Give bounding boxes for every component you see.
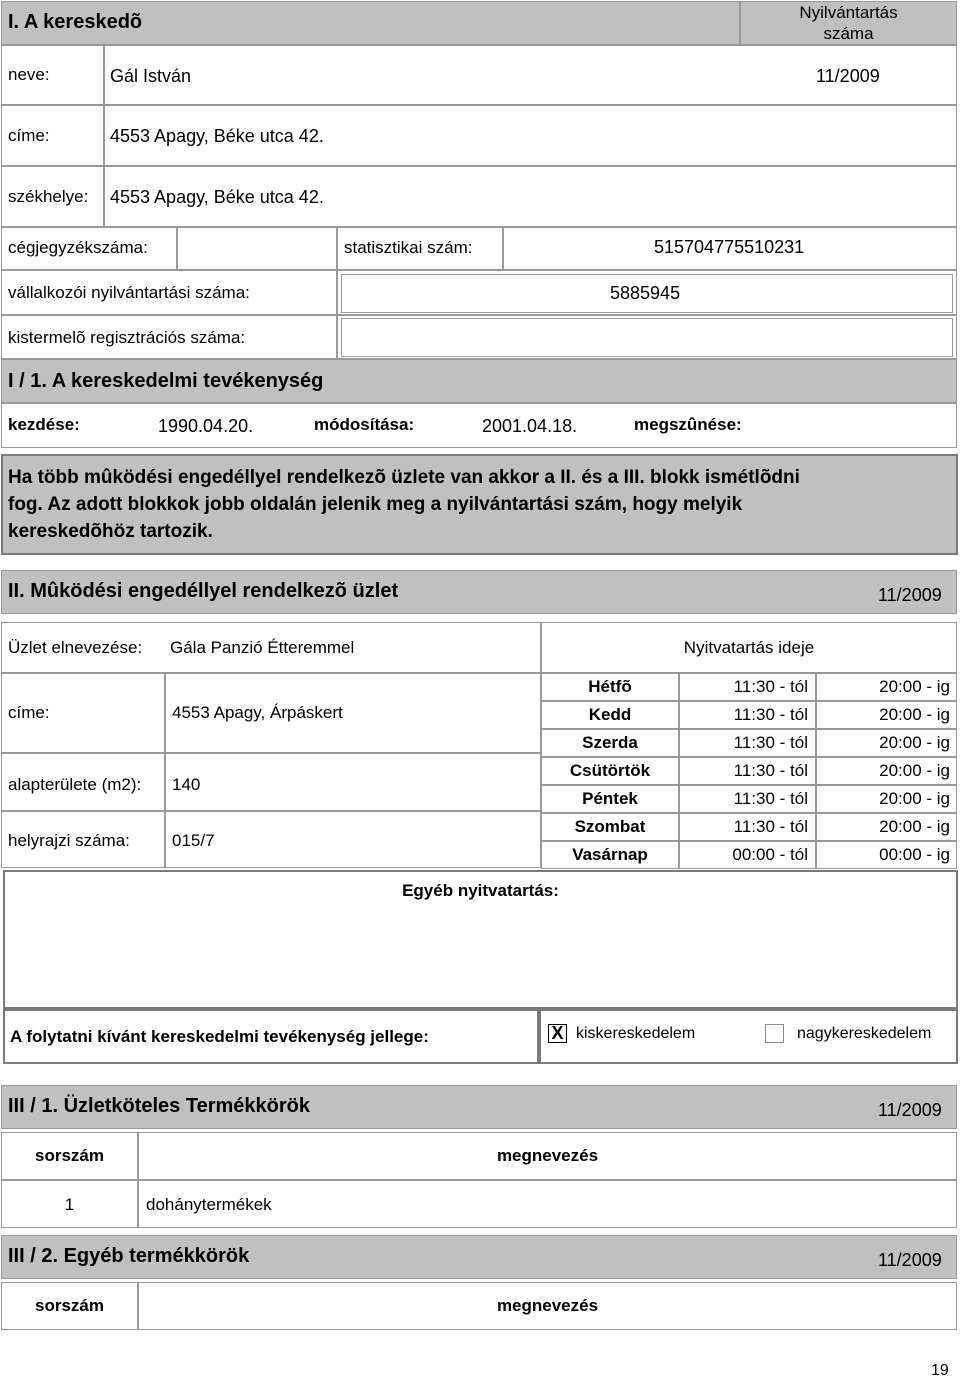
notice-line2: fog. Az adott blokkok jobb oldalán jelenik meg a nyilvántartási szám, hogy melyik bbox=[8, 494, 743, 515]
shop-name-value: Gála Panzió Étteremmel bbox=[170, 638, 355, 657]
seat-label: székhelye: bbox=[8, 187, 89, 206]
entrepreneur-label: vállalkozói nyilvántartási száma: bbox=[8, 283, 250, 302]
section3-2-title: III / 2. Egyéb termékkörök bbox=[8, 1245, 250, 1267]
col-name-header: megnevezés bbox=[496, 1296, 599, 1315]
end-label: megszûnése: bbox=[634, 415, 742, 434]
start-value: 1990.04.20. bbox=[158, 416, 254, 436]
area-value: 140 bbox=[172, 775, 201, 794]
reg-number-value: 11/2009 bbox=[816, 66, 880, 86]
reg-label-line2: száma bbox=[823, 24, 874, 43]
hours-to: 20:00 - ig bbox=[879, 677, 950, 696]
hours-from: 11:30 - tól bbox=[733, 761, 808, 780]
section2-title: II. Mûködési engedéllyel rendelkezõ üzlet bbox=[8, 580, 399, 602]
address-label: címe: bbox=[8, 126, 50, 145]
hours-from: 11:30 - tól bbox=[733, 677, 808, 696]
col-no-header: sorszám bbox=[35, 1146, 104, 1165]
modified-value: 2001.04.18. bbox=[482, 416, 578, 436]
hours-day: Kedd bbox=[588, 705, 632, 724]
section2-reg-number: 11/2009 bbox=[878, 585, 942, 605]
hours-from: 00:00 - tól bbox=[732, 845, 808, 864]
col-name-header: megnevezés bbox=[496, 1146, 599, 1165]
hours-from: 11:30 - tól bbox=[733, 789, 808, 808]
stat-value: 515704775510231 bbox=[654, 237, 805, 257]
lot-value-cell bbox=[165, 811, 541, 868]
section1-title: I. A kereskedõ bbox=[8, 11, 143, 33]
lot-value: 015/7 bbox=[172, 831, 215, 850]
hours-to: 00:00 - ig bbox=[879, 845, 950, 864]
shop-name-label: Üzlet elnevezése: bbox=[8, 638, 143, 657]
smallholder-value-inner bbox=[341, 318, 953, 357]
section1-1-title: I / 1. A kereskedelmi tevékenység bbox=[8, 370, 324, 392]
start-label: kezdése: bbox=[8, 415, 80, 434]
area-label: alapterülete (m2): bbox=[8, 775, 142, 794]
hours-to: 20:00 - ig bbox=[879, 817, 950, 836]
entrepreneur-value: 5885945 bbox=[610, 283, 681, 303]
retail-label: kiskereskedelem bbox=[576, 1025, 696, 1042]
wholesale-label: nagykereskedelem bbox=[797, 1025, 932, 1042]
hours-day: Csütörtök bbox=[569, 761, 651, 780]
shop-address-value: 4553 Apagy, Árpáskert bbox=[172, 703, 343, 722]
hours-from: 11:30 - tól bbox=[733, 817, 808, 836]
section3-1-title: III / 1. Üzletköteles Termékkörök bbox=[8, 1095, 310, 1117]
name-label: neve: bbox=[8, 65, 50, 84]
hours-day: Szombat bbox=[574, 817, 646, 836]
area-value-cell bbox=[165, 753, 541, 811]
notice-line3: kereskedõhöz tartozik. bbox=[8, 521, 213, 542]
hours-to: 20:00 - ig bbox=[879, 789, 950, 808]
hours-to: 20:00 - ig bbox=[879, 761, 950, 780]
seat-value: 4553 Apagy, Béke utca 42. bbox=[110, 187, 324, 207]
section3-2-reg-number: 11/2009 bbox=[878, 1250, 942, 1270]
hours-from: 11:30 - tól bbox=[733, 733, 808, 752]
end-value-cell bbox=[758, 405, 955, 446]
hours-title: Nyitvatartás ideje bbox=[683, 638, 815, 657]
lot-label: helyrajzi száma: bbox=[8, 831, 130, 850]
other-hours-label: Egyéb nyitvatartás: bbox=[402, 881, 559, 900]
hours-from: 11:30 - tól bbox=[733, 705, 808, 724]
hours-day: Szerda bbox=[582, 733, 638, 752]
address-value: 4553 Apagy, Béke utca 42. bbox=[110, 126, 324, 146]
hours-to: 20:00 - ig bbox=[879, 733, 950, 752]
hours-day: Péntek bbox=[582, 789, 638, 808]
company-reg-value-cell bbox=[177, 227, 337, 270]
company-reg-label: cégjegyzékszáma: bbox=[8, 238, 148, 257]
name-value: Gál István bbox=[110, 66, 192, 86]
reg-label-line1: Nyilvántartás bbox=[799, 3, 898, 22]
section3-1-reg-number: 11/2009 bbox=[878, 1100, 942, 1120]
stat-label: statisztikai szám: bbox=[344, 238, 473, 257]
hours-day: Hétfõ bbox=[588, 677, 632, 696]
col-no-header: sorszám bbox=[35, 1296, 104, 1315]
wholesale-checkbox[interactable] bbox=[765, 1024, 784, 1043]
modified-label: módosítása: bbox=[314, 415, 415, 434]
notice-line1: Ha több mûködési engedéllyel rendelkezõ üzlete van akkor a II. és a III. blokk ismétlõdni bbox=[8, 467, 800, 488]
smallholder-label: kistermelõ regisztrációs száma: bbox=[8, 328, 246, 347]
retail-check-mark: X bbox=[551, 1023, 564, 1043]
hours-to: 20:00 - ig bbox=[879, 705, 950, 724]
row-name: dohánytermékek bbox=[146, 1195, 272, 1214]
row-no: 1 bbox=[64, 1195, 75, 1214]
shop-address-label: címe: bbox=[8, 703, 50, 722]
hours-day: Vasárnap bbox=[572, 845, 648, 864]
activity-label: A folytatni kívánt kereskedelmi tevékenység jellege: bbox=[10, 1027, 429, 1046]
page-number: 19 bbox=[931, 1362, 949, 1379]
